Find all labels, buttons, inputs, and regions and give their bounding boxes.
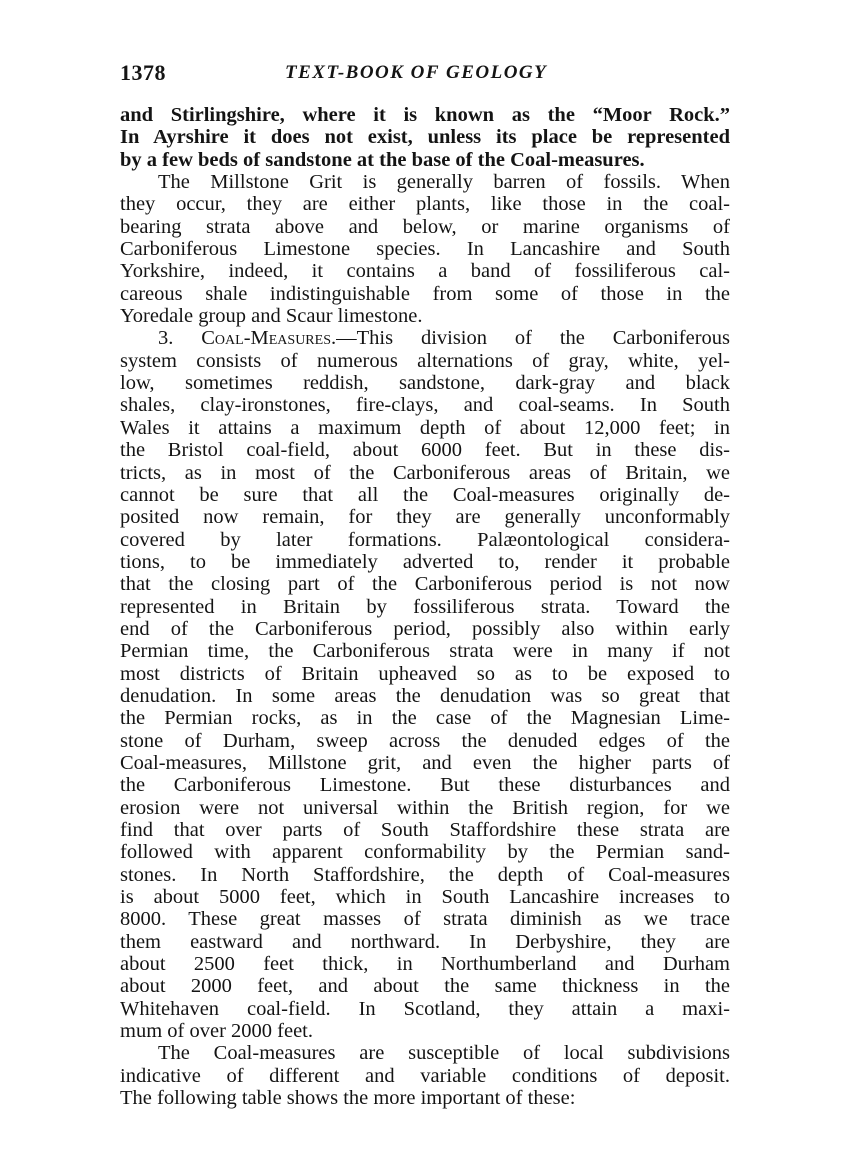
section-number: 3. — [158, 327, 174, 350]
text-line: Yorkshire, indeed, it contains a band of fossiliferous cal- — [120, 260, 730, 283]
text-line: Yoredale group and Scaur limestone. — [120, 305, 423, 328]
text-line: the Permian rocks, as in the case of the Magnesian Lime- — [120, 707, 730, 730]
text-line: Coal-measures, Millstone grit, and even the higher parts of — [120, 751, 730, 774]
paragraph-3 — [120, 327, 730, 1042]
running-head — [120, 60, 730, 90]
section-heading-continuation: —This division of the Carboniferous — [336, 327, 731, 350]
text-line: stone of Durham, sweep across the denuded edges of the — [120, 729, 730, 752]
text-line: bearing strata above and below, or marine organisms of — [120, 215, 730, 238]
body-text — [120, 104, 730, 1109]
text-line: about 2500 feet thick, in Northumberland and Durham — [120, 953, 730, 976]
text-line: tricts, as in most of the Carboniferous areas of Britain, we — [120, 461, 730, 484]
text-line: denudation. In some areas the denudation was so great that — [120, 684, 730, 707]
text-line: covered by later formations. Palæontological considera- — [120, 528, 730, 551]
text-line: that the closing part of the Carboniferous period is not now — [120, 573, 730, 596]
text-line: about 2000 feet, and about the same thickness in the — [120, 975, 730, 998]
text-line: Carboniferous Limestone species. In Lancashire and South — [120, 238, 730, 261]
text-line: by a few beds of sandstone at the base of the Coal-measures. — [120, 148, 645, 171]
text-line: cannot be sure that all the Coal-measures originally de- — [120, 483, 730, 506]
running-title: TEXT-BOOK OF GEOLOGY — [285, 62, 548, 83]
text-line: stones. In North Staffordshire, the depth of Coal-measures — [120, 863, 730, 886]
text-line: The Coal-measures are susceptible of local subdivisions — [158, 1042, 730, 1065]
text-line: careous shale indistinguishable from some of those in the — [120, 282, 730, 305]
text-line: tions, to be immediately adverted to, render it probable — [120, 550, 730, 573]
page-number: 1378 — [120, 60, 166, 85]
text-line: the Bristol coal-field, about 6000 feet. But in these dis- — [120, 439, 730, 462]
text-line: Whitehaven coal-field. In Scotland, they attain a maxi- — [120, 997, 730, 1020]
text-line: system consists of numerous alternations of gray, white, yel- — [120, 349, 730, 372]
text-line: Wales it attains a maximum depth of about 12,000 feet; in — [120, 416, 730, 439]
text-line: find that over parts of South Staffordshire these strata are — [120, 819, 730, 841]
text-line: the Carboniferous Limestone. But these disturbances and — [120, 774, 730, 797]
text-line: Permian time, the Carboniferous strata were in many if not — [120, 640, 730, 663]
text-line: they occur, they are either plants, like those in the coal- — [120, 193, 730, 216]
section-heading-line — [120, 327, 730, 349]
text-line: indicative of different and variable conditions of deposit. — [120, 1064, 730, 1087]
text-line: The following table shows the more important of these: — [120, 1087, 576, 1110]
text-line: end of the Carboniferous period, possibly also within early — [120, 617, 730, 640]
text-line: followed with apparent conformability by the Permian sand- — [120, 841, 730, 864]
text-line: 8000. These great masses of strata diminish as we trace — [120, 908, 730, 931]
text-line: is about 5000 feet, which in South Lancashire increases to — [120, 886, 730, 909]
text-line: mum of over 2000 feet. — [120, 1020, 313, 1043]
text-line: most districts of Britain upheaved so as to be exposed to — [120, 662, 730, 685]
text-line: and Stirlingshire, where it is known as the “Moor Rock.” — [120, 104, 730, 126]
text-line: low, sometimes reddish, sandstone, dark-gray and black — [120, 372, 730, 395]
paragraph-1 — [120, 104, 730, 171]
text-line: erosion were not universal within the British region, for we — [120, 796, 730, 819]
section-heading: Coal-Measures. — [201, 327, 337, 350]
text-line: posited now remain, for they are generally unconformably — [120, 506, 730, 529]
text-line: shales, clay-ironstones, fire-clays, and coal-seams. In South — [120, 394, 730, 417]
paragraph-4 — [120, 1042, 730, 1109]
paragraph-2 — [120, 171, 730, 327]
text-line: The Millstone Grit is generally barren of fossils. When — [158, 171, 730, 194]
text-line: In Ayrshire it does not exist, unless its place be represented — [120, 126, 730, 149]
text-line: them eastward and northward. In Derbyshire, they are — [120, 930, 730, 953]
text-line: represented in Britain by fossiliferous strata. Toward the — [120, 595, 730, 618]
